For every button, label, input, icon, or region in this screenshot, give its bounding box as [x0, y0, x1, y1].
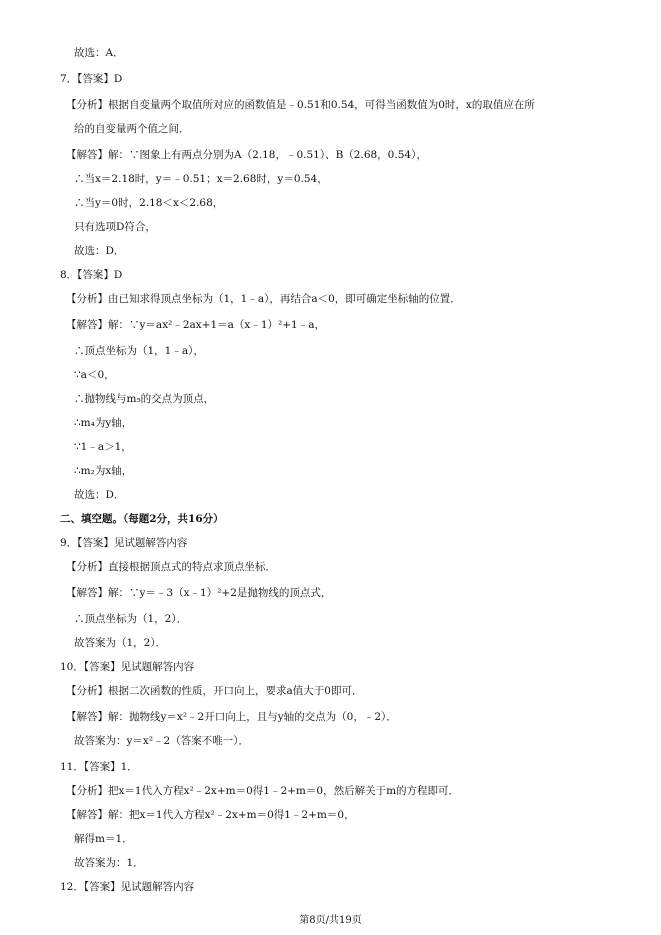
text-line: 【分析】直接根据顶点式的特点求顶点坐标．: [66, 561, 276, 573]
text-line: ∴顶点坐标为（1，2）．: [74, 613, 188, 625]
text-line: 【解答】解：抛物线y＝x²﹣2开口向上，且与y轴的交点为（0，﹣2）．: [66, 711, 397, 723]
text-line: 【分析】根据二次函数的性质，开口向上，要求a值大于0即可．: [66, 685, 363, 697]
text-line: 故选：A．: [74, 47, 124, 59]
text-line: 故选：D．: [74, 489, 125, 501]
text-line: ∵1﹣a＞1，: [74, 441, 132, 453]
text-line: 只有选项D符合，: [74, 221, 156, 233]
text-line: 【分析】由已知求得顶点坐标为（1，1﹣a），再结合a＜0，即可确定坐标轴的位置．: [66, 293, 461, 305]
question-10-answer: 10．【答案】见试题解答内容: [60, 661, 195, 673]
text-line: 故答案为：y＝x²﹣2（答案不唯一）．: [74, 735, 249, 747]
page-footer: 第8页/共19页: [299, 915, 362, 926]
section-heading: 二、填空题。（每题2分，共16分）: [60, 513, 224, 525]
question-12-answer: 12．【答案】见试题解答内容: [60, 881, 195, 893]
text-line: 故答案为：1．: [74, 857, 144, 869]
text-line: 【解答】解：∵图象上有两点分别为A（2.18，﹣0.51）、B（2.68，0.54），: [66, 149, 427, 161]
text-line: ∴当x＝2.18时，y＝﹣0.51；x＝2.68时，y＝0.54，: [74, 173, 328, 185]
text-line: ∴m₂为x轴，: [74, 465, 133, 477]
text-line: 故选：D．: [74, 245, 125, 257]
text-line: 【解答】解：∵y＝ax²﹣2ax+1＝a（x﹣1）²+1﹣a，: [66, 319, 325, 331]
text-line: 【分析】根据自变量两个取值所对应的函数值是﹣0.51和0.54，可得当函数值为0时，x的取值应在所: [66, 99, 535, 111]
question-11-answer: 11．【答案】1．: [60, 761, 138, 773]
question-8-answer: 8．【答案】D: [60, 269, 123, 281]
text-line: 给的自变量两个值之间．: [74, 123, 190, 135]
text-line: 故答案为（1，2）．: [74, 637, 167, 649]
text-line: ∴顶点坐标为（1，1﹣a），: [74, 345, 204, 357]
question-9-answer: 9．【答案】见试题解答内容: [60, 537, 188, 549]
text-line: ∵a＜0，: [74, 369, 115, 381]
text-line: ∴m₄为y轴，: [74, 417, 133, 429]
text-line: 解得m＝1．: [74, 833, 133, 845]
text-line: 【解答】解：把x＝1代入方程x²﹣2x+m＝0得1﹣2+m＝0，: [66, 809, 355, 821]
text-line: 【解答】解：∵y＝﹣3（x﹣1）²+2是抛物线的顶点式，: [66, 587, 332, 599]
text-line: ∴抛物线与m₅的交点为顶点，: [74, 393, 215, 405]
text-line: ∴当y＝0时，2.18＜x＜2.68，: [74, 197, 224, 209]
question-7-answer: 7．【答案】D: [60, 73, 123, 85]
text-line: 【分析】把x＝1代入方程x²﹣2x+m＝0得1﹣2+m＝0，然后解关于m的方程即可．: [66, 785, 460, 797]
